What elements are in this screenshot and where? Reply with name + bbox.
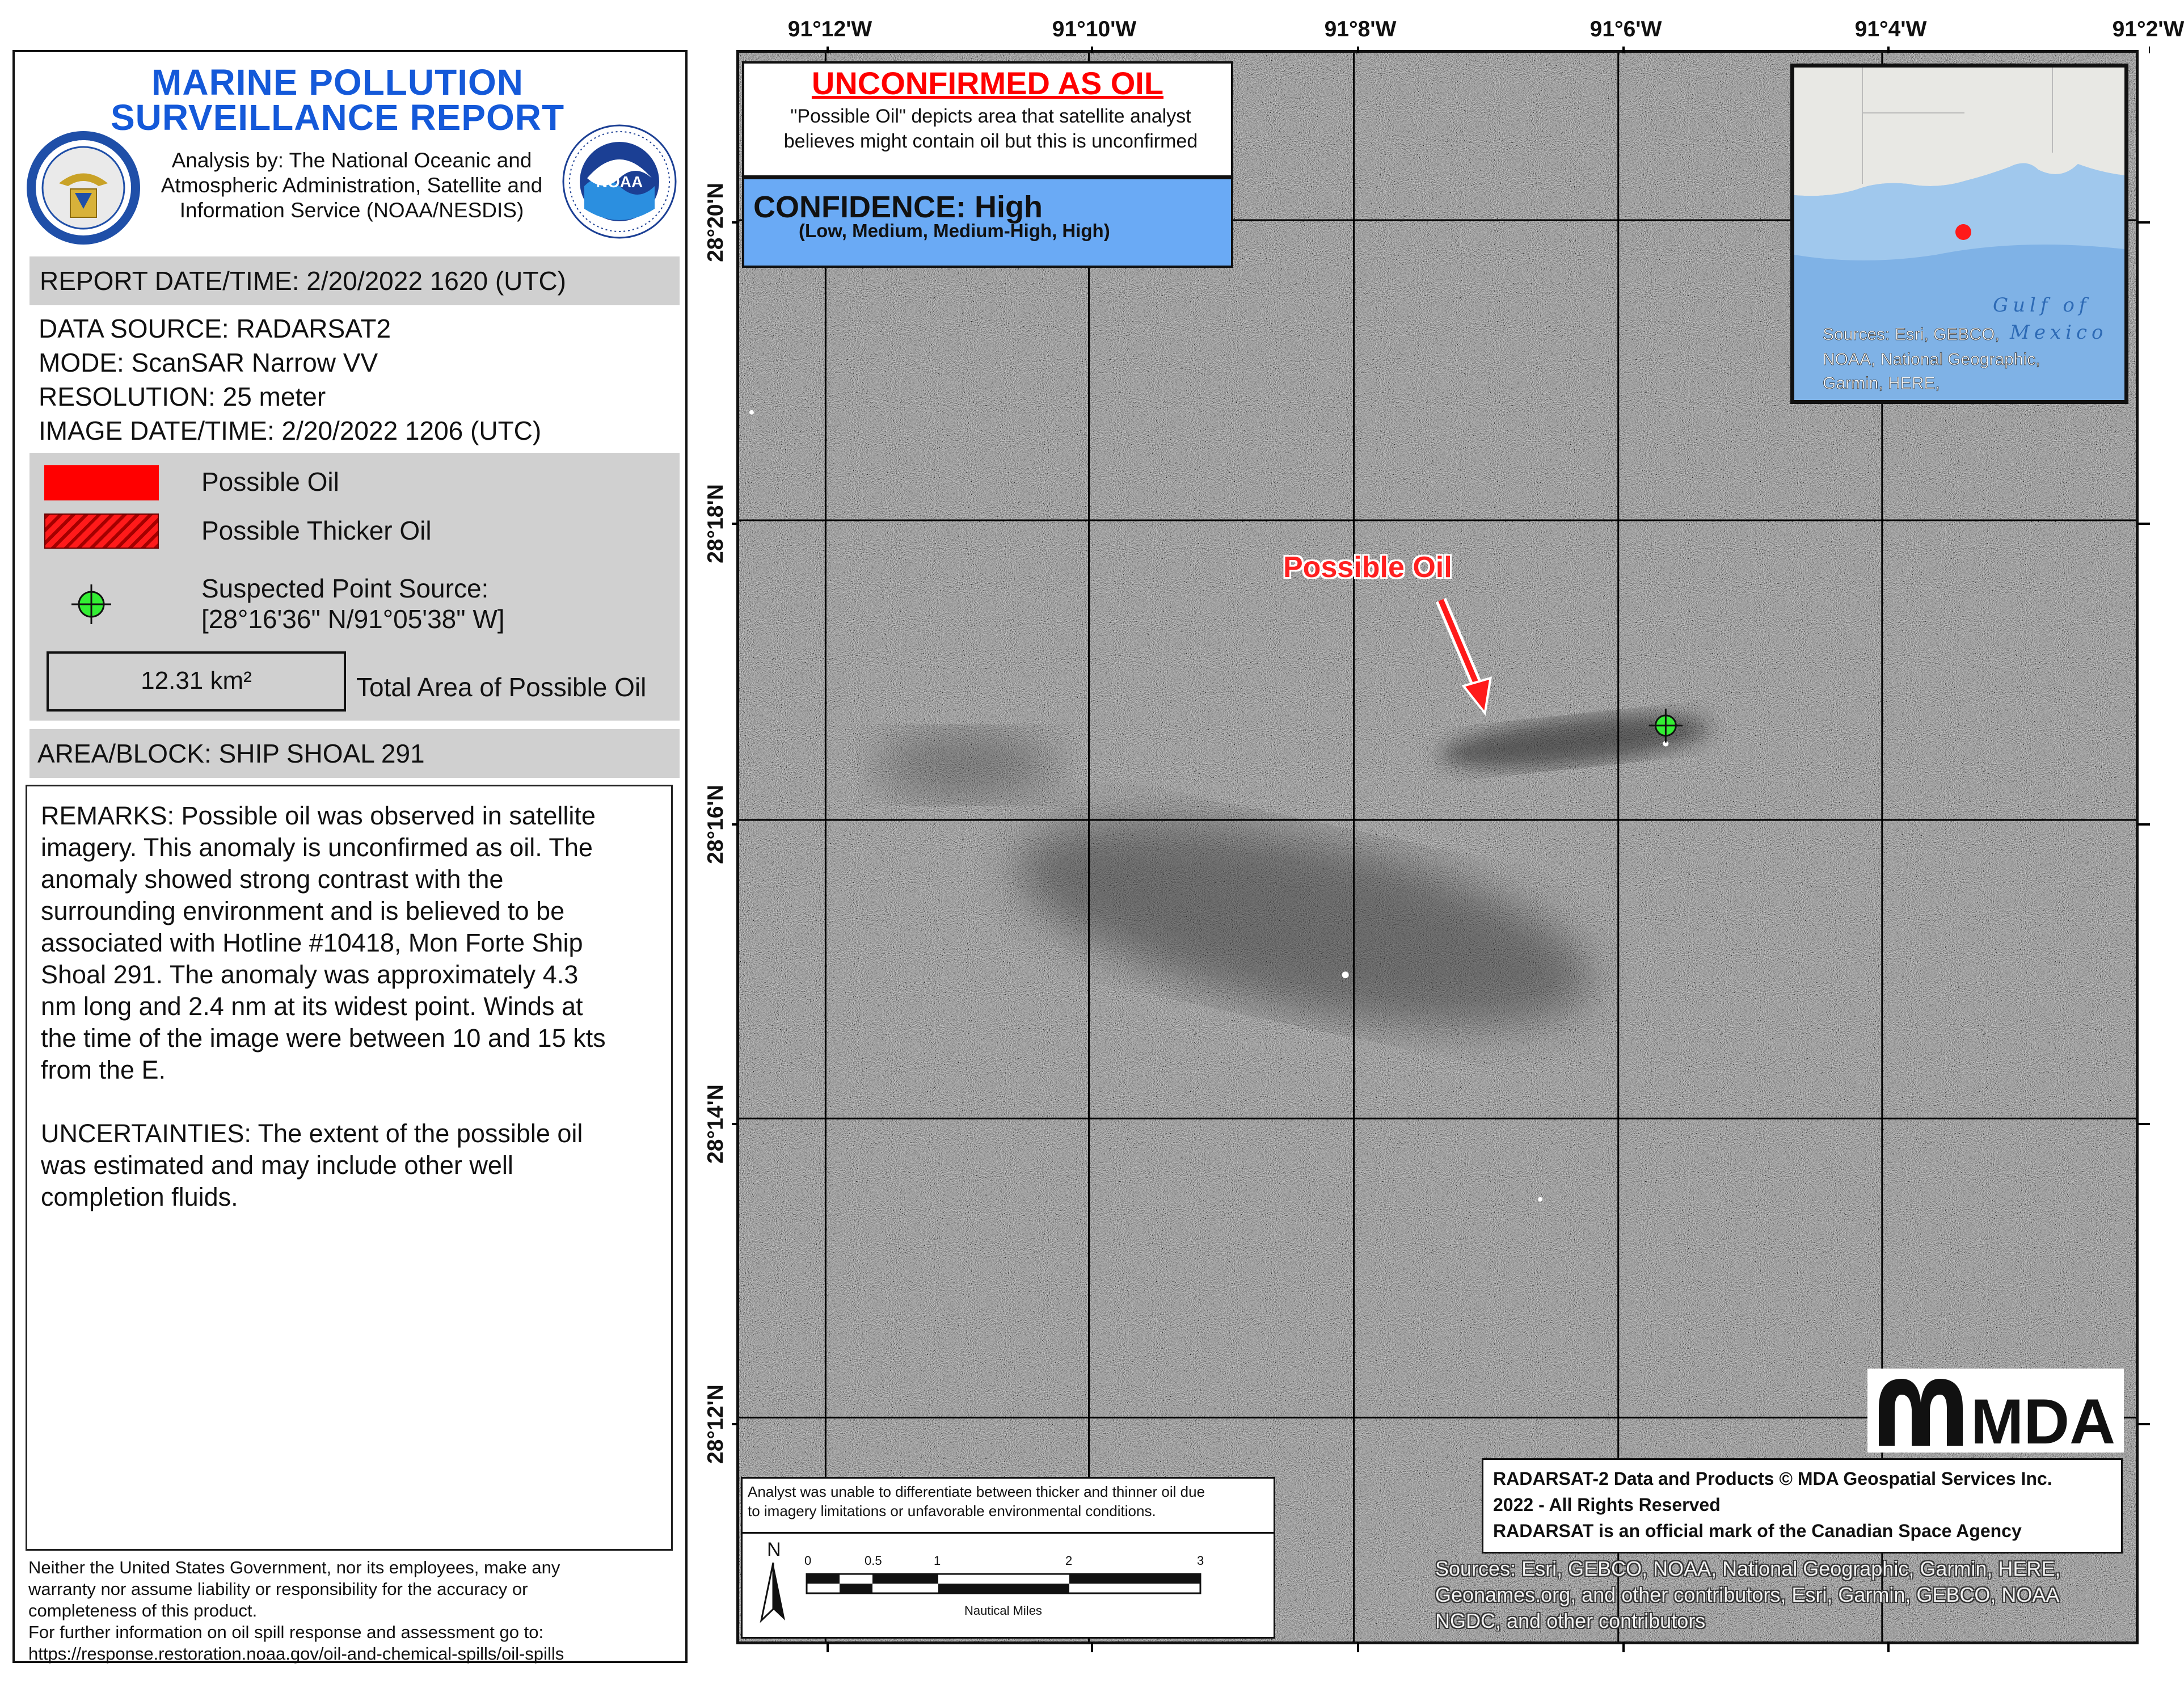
possible-oil-swatch [44, 465, 159, 500]
inset-locator-map[interactable] [1790, 64, 2128, 404]
possible-oil-callout: Possible Oil [1283, 551, 1452, 584]
lat-tick-label: 28°18'N [703, 484, 728, 563]
area-block: AREA/BLOCK: SHIP SHOAL 291 [37, 739, 425, 768]
lat-tick-label: 28°20'N [703, 183, 728, 262]
bright-target [1342, 971, 1349, 978]
remarks-line: associated with Hotline #10418, Mon Forte Ship [41, 928, 583, 957]
area-block-bar [29, 729, 680, 778]
image-datetime: IMAGE DATE/TIME: 2/20/2022 1206 (UTC) [39, 416, 542, 445]
disclaimer [28, 1557, 681, 1665]
north-arrow-icon [759, 1561, 787, 1624]
bright-target [749, 410, 754, 415]
scale-label: 0.5 [865, 1554, 882, 1568]
total-area-value: 12.31 km² [47, 651, 346, 712]
mda-logo [1867, 1369, 2124, 1453]
report-title-line2: SURVEILLANCE REPORT [110, 97, 565, 138]
remarks-text [41, 800, 671, 1086]
remarks-line: the time of the image were between 10 and 15 kts [41, 1024, 606, 1053]
remarks-line: surrounding environment and is believed to be [41, 896, 565, 925]
analysis-line3: Information Service (NOAA/NESDIS) [179, 199, 524, 222]
location-marker-icon [1955, 224, 1971, 240]
inset-mexico-label: Mexico [2010, 321, 2108, 344]
report-datetime-bar [29, 256, 680, 305]
dark-anomaly [875, 731, 1056, 799]
remarks-line: imagery. This anomaly is unconfirmed as oil. The [41, 833, 593, 862]
legend-possible-thicker-oil: Possible Thicker Oil [201, 516, 432, 545]
inset-basemap [1794, 68, 2124, 400]
map-sources [1435, 1556, 2128, 1634]
remarks-line: REMARKS: Possible oil was observed in satellite [41, 801, 596, 830]
remarks-line: from the E. [41, 1055, 166, 1084]
unconfirmed-line1: "Possible Oil" depicts area that satellite analyst [790, 106, 1191, 127]
lat-tick-label: 28°12'N [703, 1384, 728, 1464]
lon-tick-label: 91°6'W [1589, 17, 1662, 41]
total-area-label: Total Area of Possible Oil [356, 672, 647, 702]
bright-target [1538, 1197, 1542, 1202]
copyright-line3: RADARSAT is an official mark of the Canadian Space Agency [1493, 1521, 2022, 1541]
scale-bar [806, 1573, 1203, 1596]
mda-logo-text: MDA [1971, 1386, 2116, 1448]
inset-sources-line: Sources: Esri, GEBCO, [1823, 325, 2000, 344]
scale-label: 1 [934, 1554, 941, 1568]
inset-sources-line: NOAA, National Geographic, [1823, 350, 2040, 369]
analyst-note-line1: Analyst was unable to differentiate between thicker and thinner oil due [748, 1483, 1205, 1500]
report-datetime: REPORT DATE/TIME: 2/20/2022 1620 (UTC) [40, 266, 566, 296]
disclaimer-line: For further information on oil spill response and assessment go to: [28, 1622, 544, 1642]
legend-point-source-label: Suspected Point Source: [201, 574, 489, 603]
map-sources-line: NGDC, and other contributors [1435, 1609, 1706, 1632]
scale-label: 3 [1197, 1554, 1204, 1568]
confidence-title: CONFIDENCE: High [753, 190, 1043, 224]
map-sources-line: Geonames.org, and other contributors, Esri, Garmin, GEBCO, NOAA [1435, 1583, 2060, 1606]
resolution: RESOLUTION: 25 meter [39, 382, 326, 411]
report-title-line1: MARINE POLLUTION [151, 62, 524, 103]
scale-unit: Nautical Miles [964, 1603, 1042, 1618]
analysis-line1: Analysis by: The National Oceanic and [171, 149, 532, 172]
scale-label: 2 [1065, 1554, 1073, 1568]
mda-logo-icon [1874, 1374, 2118, 1448]
copyright-line1: RADARSAT-2 Data and Products © MDA Geospatial Services Inc. [1493, 1468, 2052, 1489]
lat-tick-label: 28°16'N [703, 785, 728, 864]
unconfirmed-line2: believes might contain oil but this is unconfirmed [783, 131, 1198, 152]
disclaimer-url[interactable]: https://response.restoration.noaa.gov/oil-and-chemical-spills/oil-spills [28, 1644, 564, 1664]
lon-tick-label: 91°8'W [1324, 17, 1397, 41]
data-source: DATA SOURCE: RADARSAT2 [39, 314, 391, 343]
scale-label: 0 [804, 1554, 812, 1568]
mode: MODE: ScanSAR Narrow VV [39, 348, 378, 377]
uncertainty-line: completion fluids. [41, 1182, 238, 1211]
remarks-line: anomaly showed strong contrast with the [41, 865, 504, 894]
noaa-logo-text: NOAA [596, 173, 643, 191]
possible-thicker-oil-swatch [44, 513, 159, 549]
copyright-line2: 2022 - All Rights Reserved [1493, 1495, 1721, 1515]
lon-tick-label: 91°4'W [1854, 17, 1927, 41]
inset-sources-line: Garmin, HERE, [1823, 374, 1940, 393]
remarks-line: nm long and 2.4 nm at its widest point. Winds at [41, 992, 583, 1021]
lon-tick-label: 91°12'W [787, 17, 872, 41]
point-source-crosshair-icon [68, 581, 115, 628]
analyst-note-line2: to imagery limitations or unfavorable environmental conditions. [748, 1502, 1156, 1519]
uncertainties-text [41, 1118, 671, 1213]
uncertainty-line: UNCERTAINTIES: The extent of the possible oil [41, 1119, 583, 1148]
uncertainty-line: was estimated and may include other well [41, 1151, 513, 1180]
disclaimer-line: Neither the United States Government, nor its employees, make any [28, 1557, 560, 1577]
remarks-line: Shoal 291. The anomaly was approximately 4.3 [41, 960, 579, 989]
analysis-line2: Atmospheric Administration, Satellite and [161, 174, 543, 197]
unconfirmed-title: UNCONFIRMED AS OIL [811, 65, 1164, 101]
map-sources-line: Sources: Esri, GEBCO, NOAA, National Geographic, Garmin, HERE, [1435, 1557, 2061, 1580]
legend-point-source-coords: [28°16'36" N/91°05'38" W] [201, 604, 505, 634]
legend-possible-oil: Possible Oil [201, 467, 339, 496]
noaa-logo-icon [562, 124, 678, 240]
confidence-scale: (Low, Medium, Medium-High, High) [799, 220, 1110, 241]
disclaimer-line: warranty nor assume liability or responsibility for the accuracy or [28, 1579, 528, 1599]
department-of-commerce-seal-icon [25, 129, 142, 246]
north-label: N [767, 1539, 781, 1560]
inset-gulf-label: Gulf of [1993, 294, 2091, 317]
disclaimer-line: completeness of this product. [28, 1601, 258, 1620]
lat-tick-label: 28°14'N [703, 1084, 728, 1164]
lon-tick-label: 91°2'W [2112, 17, 2184, 41]
lon-tick-label: 91°10'W [1052, 17, 1137, 41]
